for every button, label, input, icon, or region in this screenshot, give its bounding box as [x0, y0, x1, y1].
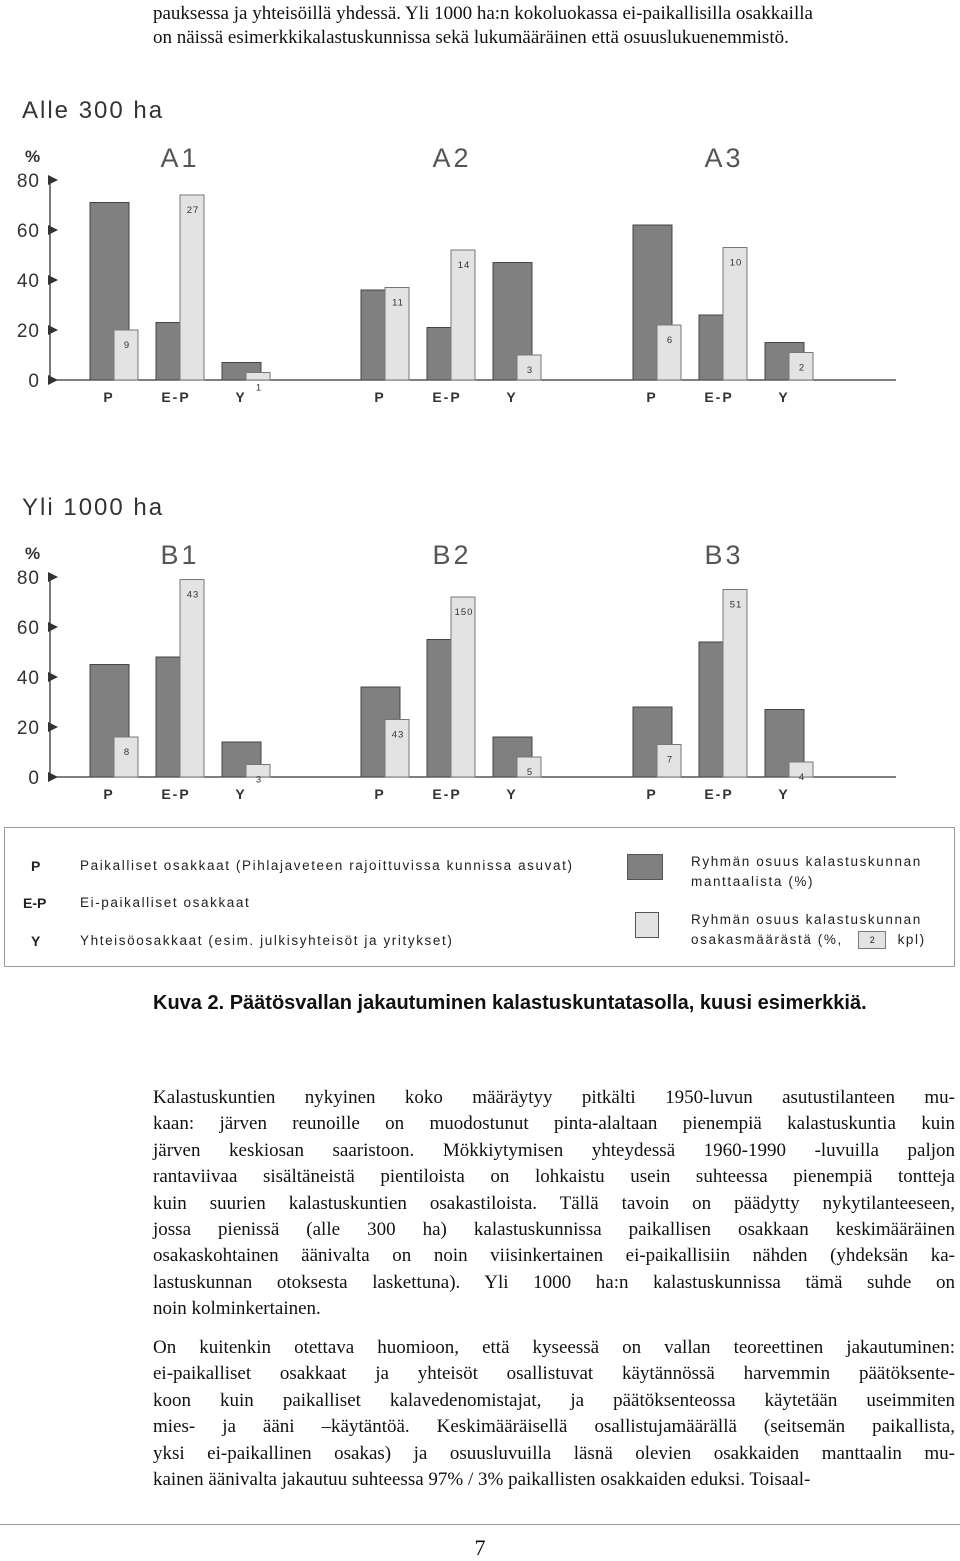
- y-tick-marker: [48, 572, 58, 582]
- y-tick-marker: [48, 375, 58, 385]
- group-title: A1: [160, 143, 200, 173]
- paragraph-line: osakaskohtainen äänivalta on noin viisinkertainen ei-paikallisiin nähden (yhdeksän ka-: [153, 1245, 955, 1267]
- bar-osakasmaara: [246, 373, 270, 381]
- chart-title: Alle 300 ha: [22, 97, 165, 124]
- y-tick-marker: [48, 225, 58, 235]
- y-tick-marker: [48, 722, 58, 732]
- bar-count-label: 1: [255, 382, 263, 394]
- bar-count-label: 3: [255, 774, 263, 786]
- category-label: Y: [506, 389, 518, 405]
- y-axis-unit: %: [25, 544, 41, 563]
- bar-count-label: 3: [526, 365, 534, 376]
- bar-count-label: 43: [391, 729, 405, 741]
- group-title: A2: [432, 143, 472, 173]
- category-label: E-P: [432, 389, 462, 405]
- legend-code-p: P: [31, 858, 41, 874]
- y-tick-marker: [48, 175, 58, 185]
- footer-rule: [0, 1524, 960, 1525]
- y-tick-marker: [48, 622, 58, 632]
- category-label: Y: [778, 786, 790, 802]
- paragraph-line: jossa pienissä (alle 300 ha) kalastuskunnissa paikallisen osakkaan keskimääräinen: [153, 1219, 955, 1241]
- y-tick-marker: [48, 275, 58, 285]
- bar-count-label: 51: [729, 599, 743, 611]
- paragraph-line: rantaviivaa sisältäneistä pientiloista on lohkaistu usein suhteessa pienempiä tontteja: [153, 1166, 955, 1188]
- y-axis-unit: %: [25, 147, 41, 166]
- bar-count-label: 4: [798, 772, 806, 783]
- chart-legend: [4, 827, 955, 967]
- y-tick-label: 40: [16, 668, 40, 689]
- category-label: P: [646, 786, 658, 802]
- paragraph-line: ei-paikalliset osakkaat ja yhteisöt osallistuvat käytännössä harvemmin päätöksente-: [153, 1363, 955, 1385]
- legend-swatch-osakasmaara: [635, 912, 659, 938]
- category-label: E-P: [432, 786, 462, 802]
- group-title: B2: [432, 540, 472, 570]
- intro-line-2: on näissä esimerkkikalastuskunnissa sekä lukumääräinen että osuuslukuenemmistö.: [153, 27, 789, 48]
- y-tick-label: 60: [16, 618, 40, 639]
- bar-count-label: 9: [123, 340, 131, 351]
- bar-count-label: 14: [457, 260, 471, 271]
- group-title: A3: [704, 143, 744, 173]
- group-title: B1: [160, 540, 200, 570]
- y-tick-label: 20: [16, 718, 40, 739]
- legend-code-y: Y: [31, 933, 41, 949]
- category-label: E-P: [704, 389, 734, 405]
- paragraph-line: Kalastuskuntien nykyinen koko määräytyy pitkälti 1950-luvun asutustilanteen mu-: [153, 1087, 955, 1108]
- y-tick-label: 80: [16, 171, 40, 192]
- bar-count-label: 150: [454, 607, 474, 618]
- bar-osakasmaara: [114, 330, 138, 380]
- y-tick-label: 80: [16, 568, 40, 589]
- category-label: Y: [235, 786, 247, 802]
- bar-count-label: 7: [666, 754, 674, 766]
- legend-swatch-manttaali: [627, 854, 663, 880]
- bar-count-label: 6: [666, 335, 674, 346]
- category-label: P: [103, 786, 115, 802]
- paragraph-line: järven keskiosan saaristoon. Mökkiytymisen yhteydessä 1960-1990 -luvuilla paljon: [153, 1139, 955, 1161]
- bar-count-label: 27: [186, 205, 200, 216]
- bar-osakasmaara: [180, 195, 204, 380]
- intro-line-1: pauksessa ja yhteisöillä yhdessä. Yli 1000 ha:n kokoluokassa ei-paikallisilla osakkailla: [153, 3, 813, 24]
- bar-count-label: 5: [526, 767, 534, 778]
- category-label: E-P: [161, 389, 191, 405]
- page-number: 7: [474, 1535, 486, 1560]
- y-tick-label: 40: [16, 271, 40, 292]
- bar-count-label: 11: [392, 297, 404, 309]
- category-label: P: [646, 389, 658, 405]
- y-tick-label: 60: [16, 221, 40, 242]
- legend-label-osakasmaara: Ryhmän osuus kalastuskunnan osakasmäärästä (%, 2 kpl): [691, 910, 926, 950]
- paragraph-line: noin kolminkertainen.: [153, 1298, 321, 1320]
- y-tick-marker: [48, 672, 58, 682]
- paragraph-line: mies- ja ääni –käytäntöä. Keskimääräisellä osallistujamäärällä (seitsemän paikallista,: [153, 1416, 955, 1438]
- intro-text: [153, 2, 953, 50]
- chart-alle-300-ha: [0, 90, 960, 420]
- chart-title: Yli 1000 ha: [22, 494, 165, 521]
- bar-osakasmaara: [657, 325, 681, 380]
- y-tick-marker: [48, 325, 58, 335]
- legend-label-manttaali: Ryhmän osuus kalastuskunnan manttaalista (%): [691, 854, 922, 889]
- bar-count-label: 8: [123, 747, 131, 758]
- y-tick-label: 0: [28, 371, 40, 392]
- y-tick-label: 0: [28, 768, 40, 789]
- category-label: Y: [506, 786, 518, 802]
- y-tick-label: 20: [16, 321, 40, 342]
- category-label: P: [374, 786, 386, 802]
- legend-desc-p: Paikalliset osakkaat (Pihlajaveteen rajoittuvissa kunnissa asuvat): [80, 858, 574, 873]
- category-label: P: [374, 389, 386, 405]
- bar-osakasmaara: [385, 720, 409, 778]
- paragraph-line: kaan: järven reunoille on muodostunut pinta-alaltaan pienempiä kalastuskuntia kuin: [153, 1113, 955, 1135]
- paragraph-line: kainen äänivalta jakautuu suhteessa 97% / 3% paikallisten osakkaiden eduksi. Toisaal-: [153, 1469, 811, 1491]
- paragraph-line: kuin suurien kalastuskuntien osakastiloista. Tällä tavoin on päädytty nykytilanteeseen,: [153, 1192, 955, 1214]
- y-tick-marker: [48, 772, 58, 782]
- chart-yli-1000-ha: [0, 487, 960, 817]
- bar-osakasmaara: [451, 597, 475, 777]
- paragraph-line: On kuitenkin otettava huomioon, että kyseessä on vallan teoreettinen jakautuminen:: [153, 1337, 955, 1358]
- bar-count-label: 10: [729, 257, 743, 269]
- figure-caption: Kuva 2. Päätösvallan jakautuminen kalastuskuntatasolla, kuusi esimerkkiä.: [153, 992, 867, 1014]
- paragraph-line: lastuskunnan otoksesta laskettuna). Yli 1000 ha:n kalastuskunnissa tämä suhde on: [153, 1271, 955, 1293]
- bar-count-label: 43: [186, 589, 200, 601]
- category-label: E-P: [161, 786, 191, 802]
- group-title: B3: [704, 540, 744, 570]
- bar-count-label: 2: [798, 362, 806, 374]
- legend-desc-y: Yhteisöosakkaat (esim. julkisyhteisöt ja yritykset): [80, 933, 454, 948]
- category-label: E-P: [704, 786, 734, 802]
- legend-sample-box: 2: [858, 931, 886, 949]
- category-label: Y: [235, 389, 247, 405]
- category-label: Y: [778, 389, 790, 405]
- body-paragraph-2: [153, 1335, 955, 1493]
- paragraph-line: koon kuin paikalliset kalavedenomistajat, ja päätöksenteossa käytetään useimmiten: [153, 1389, 955, 1411]
- category-label: P: [103, 389, 115, 405]
- body-paragraph-1: [153, 1085, 955, 1323]
- legend-code-ep: E-P: [23, 895, 47, 911]
- bar-osakasmaara: [180, 580, 204, 778]
- bar-osakasmaara: [723, 590, 747, 778]
- legend-desc-ep: Ei-paikalliset osakkaat: [80, 895, 251, 910]
- paragraph-line: yksi ei-paikallinen osakas) ja osuusluvuilla läsnä olevien osakkaiden manttaalin mu-: [153, 1442, 955, 1464]
